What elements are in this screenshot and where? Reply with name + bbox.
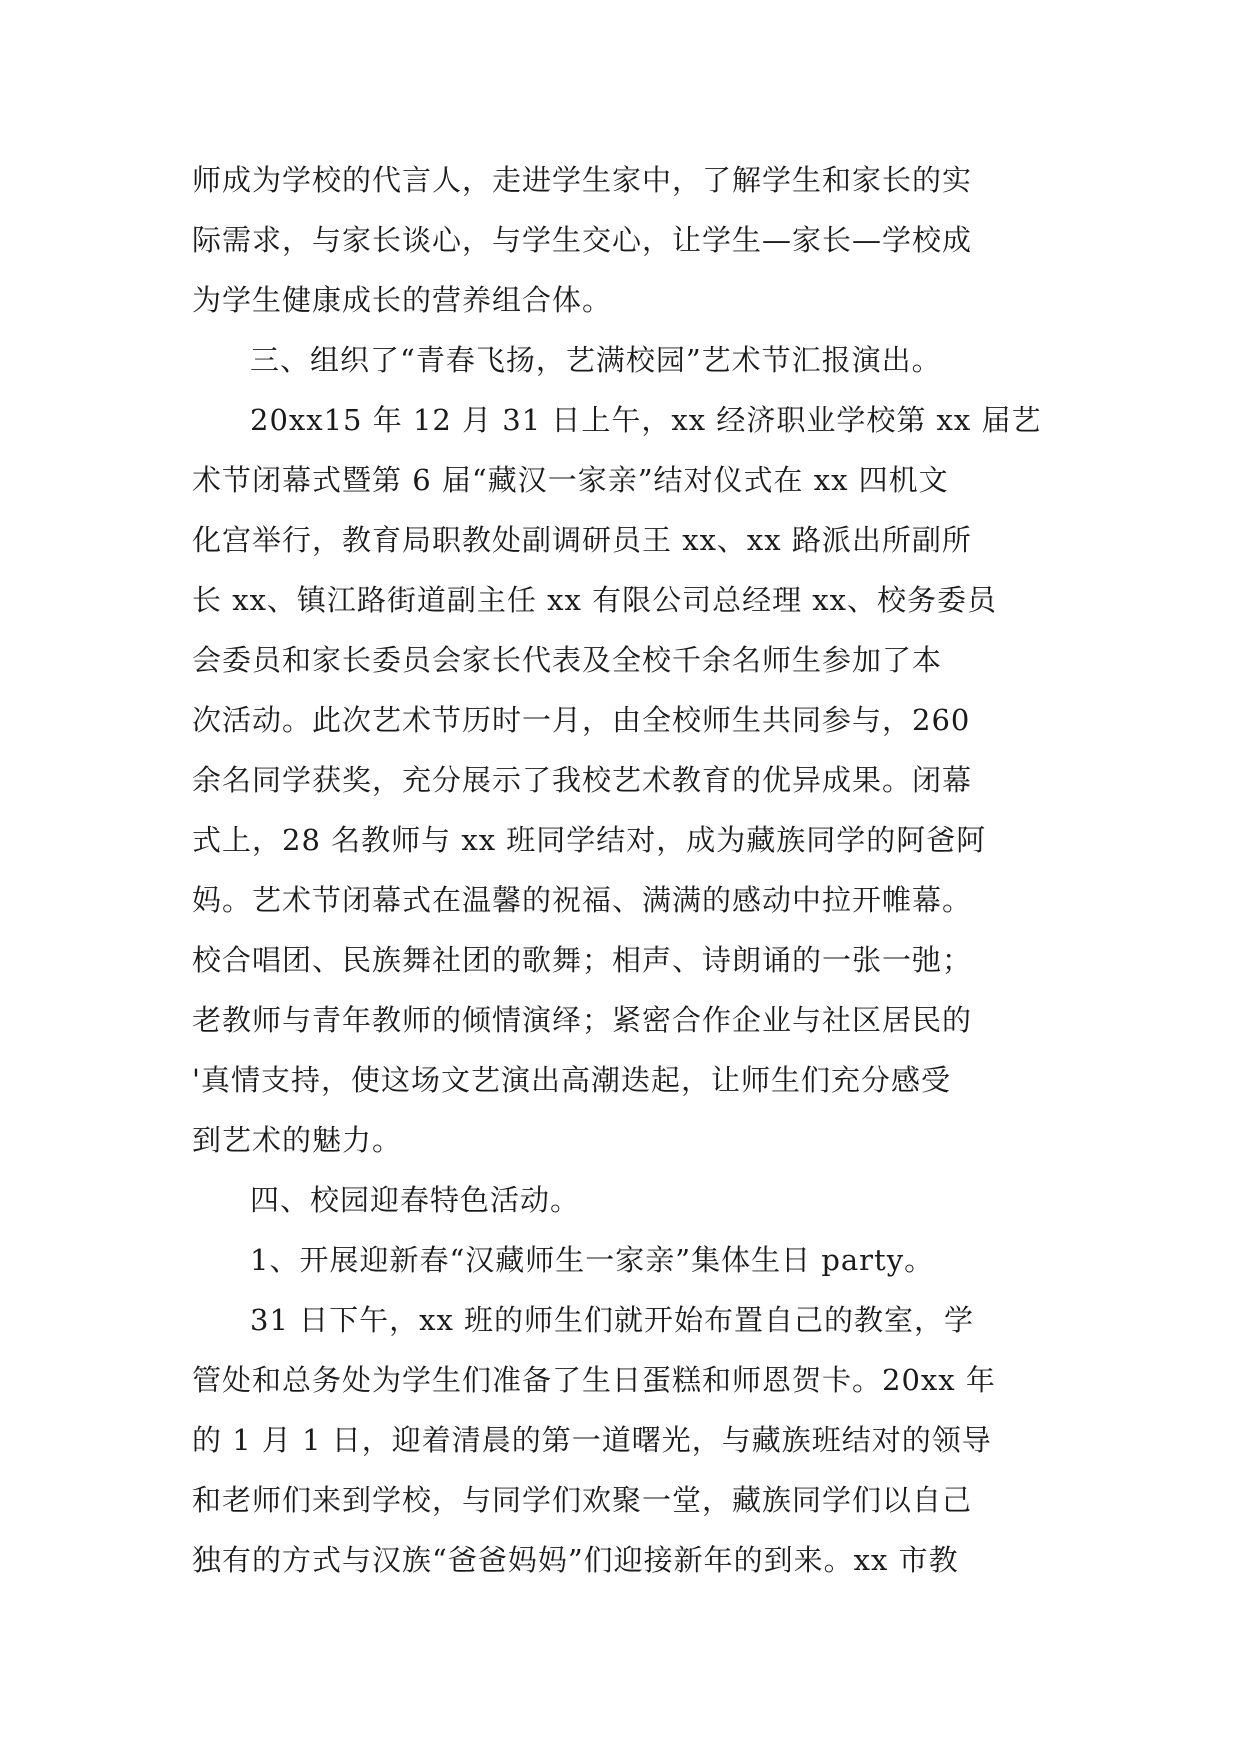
text-line: 师成为学校的代言人，走进学生家中，了解学生和家长的实 bbox=[192, 163, 973, 197]
text-line: 三、组织了“青春飞扬，艺满校园”艺术节汇报演出。 bbox=[250, 343, 942, 377]
text-line: 管处和总务处为学生们准备了生日蛋糕和师恩贺卡。20xx 年 bbox=[192, 1363, 996, 1397]
text-line: 和老师们来到学校，与同学们欢聚一堂，藏族同学们以自己 bbox=[192, 1483, 973, 1517]
text-line: 1、开展迎新春“汉藏师生一家亲”集体生日 party。 bbox=[250, 1243, 935, 1277]
text-line: 的 1 月 1 日，迎着清晨的第一道曙光，与藏族班结对的领导 bbox=[192, 1423, 992, 1457]
text-line: 20xx15 年 12 月 31 日上午，xx 经济职业学校第 xx 届艺 bbox=[250, 403, 1042, 437]
text-line: 为学生健康成长的营养组合体。 bbox=[192, 283, 613, 317]
text-line: 老教师与青年教师的倾情演绎；紧密合作企业与社区居民的 bbox=[192, 1003, 973, 1037]
text-line: 独有的方式与汉族“爸爸妈妈”们迎接新年的到来。xx 市教 bbox=[192, 1543, 959, 1577]
text-line: 式上，28 名教师与 xx 班同学结对，成为藏族同学的阿爸阿 bbox=[192, 823, 987, 857]
text-line: 际需求，与家长谈心，与学生交心，让学生—家长—学校成 bbox=[192, 223, 973, 257]
text-line: 术节闭幕式暨第 6 届“藏汉一家亲”结对仪式在 xx 四机文 bbox=[192, 463, 949, 497]
text-line: 31 日下午，xx 班的师生们就开始布置自己的教室，学 bbox=[250, 1303, 975, 1337]
text-line: 到艺术的魅力。 bbox=[192, 1123, 403, 1157]
text-line: 校合唱团、民族舞社团的歌舞；相声、诗朗诵的一张一弛； bbox=[192, 943, 973, 977]
text-line: 化宫举行，教育局职教处副调研员王 xx、xx 路派出所副所 bbox=[192, 523, 972, 557]
text-line: 妈。艺术节闭幕式在温馨的祝福、满满的感动中拉开帷幕。 bbox=[192, 883, 973, 917]
text-line: 余名同学获奖，充分展示了我校艺术教育的优异成果。闭幕 bbox=[192, 763, 973, 797]
document-body bbox=[192, 150, 1062, 1590]
text-line: '真情支持，使这场文艺演出高潮迭起，让师生们充分感受 bbox=[192, 1063, 951, 1097]
text-line: 长 xx、镇江路街道副主任 xx 有限公司总经理 xx、校务委员 bbox=[192, 583, 998, 617]
text-line: 次活动。此次艺术节历时一月，由全校师生共同参与，260 bbox=[192, 703, 971, 737]
text-line: 四、校园迎春特色活动。 bbox=[250, 1183, 581, 1217]
text-line: 会委员和家长委员会家长代表及全校千余名师生参加了本 bbox=[192, 643, 943, 677]
